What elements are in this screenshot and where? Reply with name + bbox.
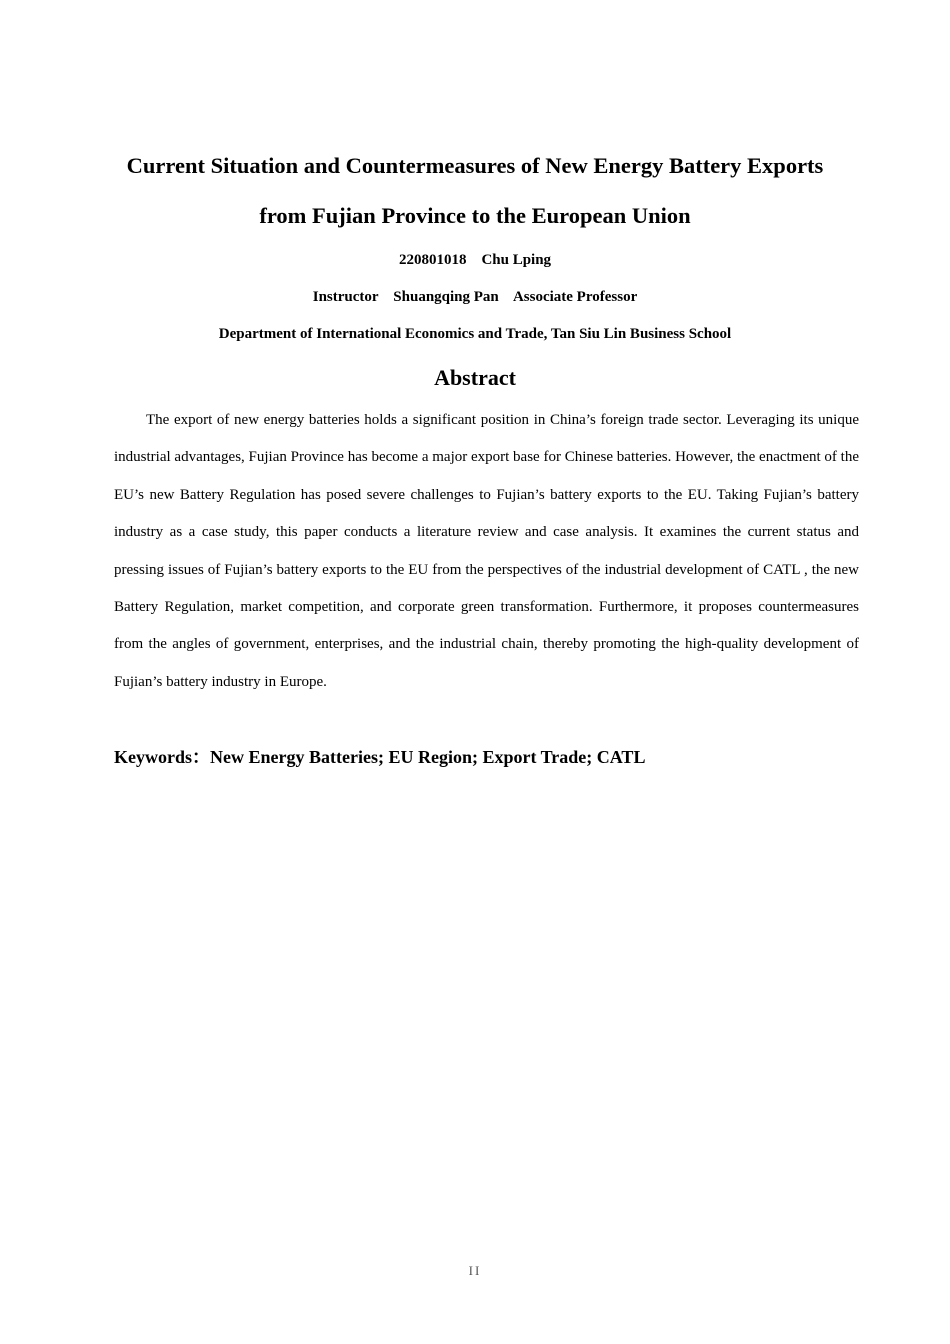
paper-title-line-1: Current Situation and Countermeasures of New Energy Battery Exports — [126, 153, 824, 178]
student-id-name: 220801018 Chu Lping — [398, 252, 552, 268]
department-line: Department of International Economics and Trade, Tan Siu Lin Business School — [218, 326, 732, 342]
keywords-list: New Energy Batteries; EU Region; Export Trade; CATL — [210, 747, 646, 767]
paper-title-line-2: from Fujian Province to the European Union — [259, 203, 691, 228]
abstract-heading: Abstract — [434, 365, 516, 390]
keywords-label: Keywords： — [114, 747, 210, 767]
keywords-line — [114, 745, 859, 769]
abstract-body: The export of new energy batteries holds a significant position in China’s foreign trade sector. Leveraging its unique industrial advantages, Fujian Province has become a major export base for Chinese batteries. However, the enactment of the EU’s new Battery Regulation has posed severe challenges to Fujian’s battery exports to the EU. Taking Fujian’s battery industry as a case study, this paper conducts a literature review and case analysis. It examines the current status and pressing issues of Fujian’s battery exports to the EU from the perspectives of the industrial development of CATL , the new Battery Regulation, market competition, and corporate green transformation. Furthermore, it proposes countermeasures from the angles of government, enterprises, and the industrial chain, thereby promoting the high-quality development of Fujian’s battery industry in Europe. — [114, 412, 859, 690]
page-number: II — [468, 1263, 482, 1278]
instructor-line: Instructor Shuangqing Pan Associate Professor — [312, 289, 638, 305]
